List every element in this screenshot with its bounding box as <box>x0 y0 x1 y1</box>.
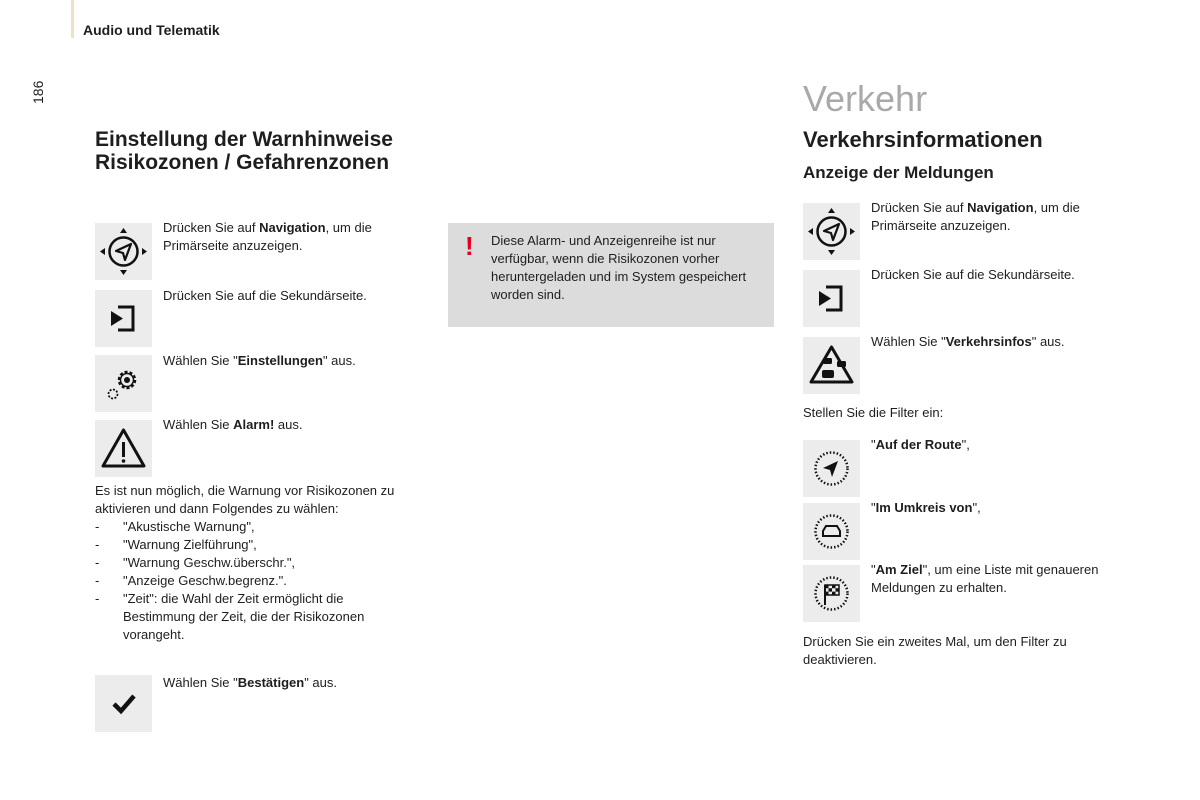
right-step-3: Wählen Sie "Verkehrsinfos" aus. <box>871 334 1065 349</box>
left-title <box>95 128 393 174</box>
left-paragraph: Es ist nun möglich, die Warnung vor Risikozonen zu aktivieren und dann Folgendes zu wählen: <box>95 483 395 516</box>
navigation-icon <box>803 203 860 260</box>
right-subtitle: Anzeige der Meldungen <box>803 163 994 182</box>
left-title-line1: Einstellung der Warnhinweise <box>95 128 393 151</box>
exclamation-icon: ! <box>465 231 474 261</box>
right-step-2: Drücken Sie auf die Sekundärseite. <box>871 267 1075 282</box>
left-step-1: Drücken Sie auf Navigation, um die Primärseite anzuzeigen. <box>163 220 372 253</box>
option-list <box>95 518 413 644</box>
closing-paragraph: Drücken Sie ein zweites Mal, um den Filter zu deaktivieren. <box>803 634 1067 667</box>
warning-triangle-icon <box>95 420 152 477</box>
right-title: Verkehrsinformationen <box>803 127 1043 152</box>
header-accent-line <box>71 0 74 38</box>
left-title-line2: Risikozonen / Gefahrenzonen <box>95 151 390 174</box>
list-item: - "Warnung Zielführung", <box>95 536 413 554</box>
list-item: - "Zeit": die Wahl der Zeit ermöglicht die Bestimmung der Zeit, die der Risikozonen vorangeht. <box>95 590 413 644</box>
list-item: - "Akustische Warnung", <box>95 518 413 536</box>
list-item: - "Anzeige Geschw.begrenz.". <box>95 572 413 590</box>
alert-text: Diese Alarm- und Anzeigenreihe ist nur verfügbar, wenn die Risikozonen vorher heruntergeladen und im System gespeichert worden sind. <box>491 233 747 302</box>
list-item: - "Warnung Geschw.überschr.", <box>95 554 413 572</box>
secondary-page-icon <box>95 290 152 347</box>
left-step-3: Wählen Sie "Einstellungen" aus. <box>163 353 356 368</box>
left-step-2: Drücken Sie auf die Sekundärseite. <box>163 288 367 303</box>
secondary-page-icon <box>803 270 860 327</box>
section-header: Audio und Telematik <box>83 22 220 38</box>
traffic-info-icon <box>803 337 860 394</box>
checkmark-icon <box>95 675 152 732</box>
left-step-4: Wählen Sie Alarm! aus. <box>163 417 303 432</box>
page-number: 186 <box>30 80 46 104</box>
right-step-1: Drücken Sie auf Navigation, um die Primärseite anzuzeigen. <box>871 200 1080 233</box>
around-vehicle-icon <box>803 503 860 560</box>
on-route-icon <box>803 440 860 497</box>
alert-note <box>448 223 774 327</box>
settings-gears-icon <box>95 355 152 412</box>
filter-2: "Im Umkreis von", <box>871 500 981 515</box>
filter-3: "Am Ziel", um eine Liste mit genaueren Meldungen zu erhalten. <box>871 562 1099 595</box>
destination-flag-icon <box>803 565 860 622</box>
chapter-title: Verkehr <box>803 78 928 119</box>
filter-1: "Auf der Route", <box>871 437 970 452</box>
filter-intro: Stellen Sie die Filter ein: <box>803 405 944 420</box>
confirm-step: Wählen Sie "Bestätigen" aus. <box>163 675 337 690</box>
navigation-icon <box>95 223 152 280</box>
